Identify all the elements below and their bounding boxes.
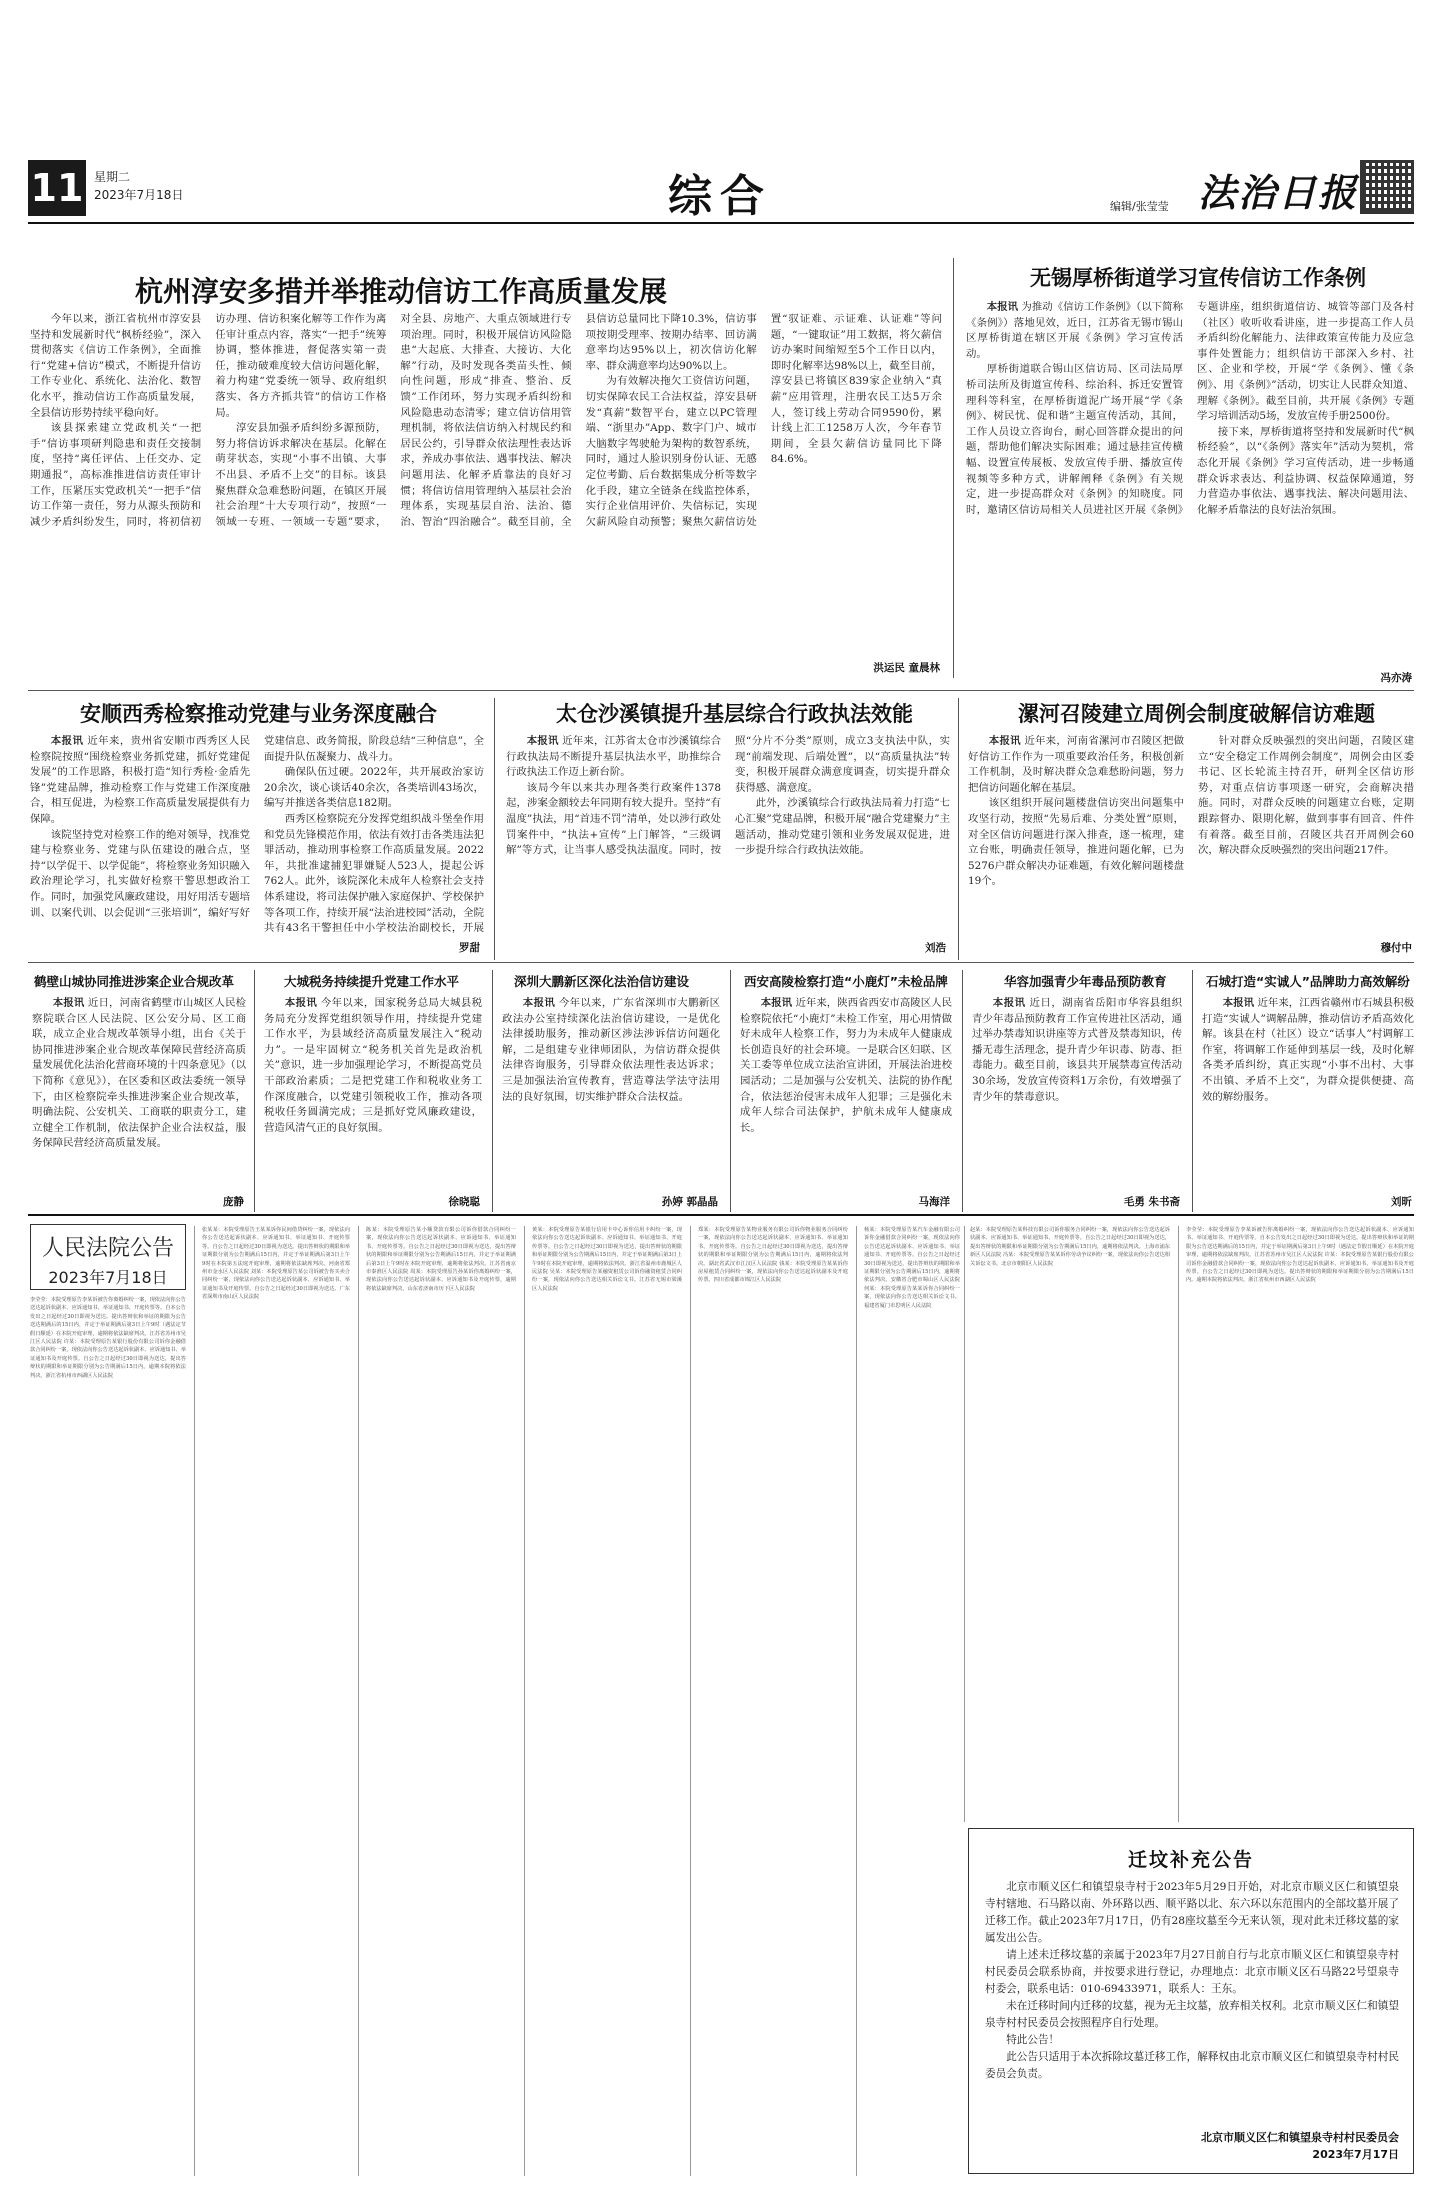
byline-luohe: 穆付中 [1380,942,1412,954]
court-notice-column: 黄某：本院受理原告某银行信用卡中心诉你信用卡纠纷一案，现依法向你公告送达起诉状副本、应诉通知书、举证通知书、开庭传票等。自公告之日起经过30日即视为送达，提出答辩状的期限和举证期限分别为公告期满后15日内，并定于举证期满后第3日上午9时在本院开庭审理，逾期将依法判决。浙江省温州市鹿城区人民法院 吴某：本院受理原告某融资租赁公司诉你融资租赁合同纠纷一案，现依法向你公告送达相关诉讼文书。江苏省无锡市梁溪区人民法院 [532,1227,682,1292]
column-divider [254,970,255,1212]
column-divider [524,1226,525,2176]
paragraph: 接下来，厚桥街道将坚持和发展新时代“枫桥经验”，以“《条例》落实年”活动为契机，常态化开展《条例》学习宣传活动，进一步畅通群众诉求表达、利益协调、权益保障通道，努力营造办事依法、遇事找法、解决问题用法、化解矛盾靠法的良好法治氛围。 [1197,425,1414,516]
column-divider [964,1226,965,1822]
byline-shenzhen: 孙婷 郭晶晶 [661,1196,718,1208]
paragraph: 该局今年以来共办理各类行政案件1378起，涉案金额较去年同期有较大提升。坚持“有温度”执法，用“首违不罚”清单，处以涉行政处罚案件中，“执法+宣传”上门解答，“三级调解”等方式，让当事人感受执法温度。同时，按照“分片不分类”原则，成立3支执法中队，实现“前端发现、后端处置”，以“高质量执法”转变，积极开展群众满意度调查，切实提升群众获得感、满意度。 [506,735,950,857]
row-divider [28,690,1414,691]
column-divider [953,258,954,678]
paragraph [32,996,246,1152]
paragraph [506,734,721,781]
headline-anshun: 安顺西秀检察推动党建与业务深度融合 [80,702,437,726]
paragraph [972,996,1182,1105]
editor-credit: 编辑/张莹莹 [1110,200,1169,213]
byline-wuxi: 冯亦涛 [1380,672,1412,684]
article-huarong-body [972,996,1182,1192]
paragraph-text: 近年来，陕西省西安市高陵区人民检察院依托“小鹿灯”未检工作室，用心用情做好未成年人检察工作，努力为未成年人健康成长创造良好的社会环境。一是联合区妇联、区关工委等单位成立法治宣讲团，开展法治进校园活动；二是加强与公安机关、法院的协作配合，依法惩治侵害未成年人犯罪；三是强化未成年人综合司法保护，护航未成年人健康成长。 [740,997,952,1134]
relocation-notice-title: 迁坟补充公告 [1127,1849,1254,1871]
relocation-notice-body [985,1879,1399,2083]
headline-taicang: 太仓沙溪镇提升基层综合行政执法效能 [556,702,913,726]
date: 2023年7月18日 [94,188,184,202]
paragraph: 特此公告！ [1006,2034,1060,2046]
paragraph: 淳安县加强矛盾纠纷多源预防，努力将信访诉求解决在基层。化解在萌芽状态，实现“小事不出镇、大事不出县、矛盾不上交”的目标。该县聚焦群众急难愁盼问题，在镇区开展社会治理“十大专项行动”，按照“一领域一专班、一领域一专题”要求，对全县、房地产、大重点领域进行专项治理。同时，积极开展信访风险隐患“大起底、大排查、大接访、大化解”行动，及时发现各类苗头性、倾向性问题，形成“排查、整治、反馈”工作闭环，努力实现矛盾纠纷和风险隐患动态清零；建立信访信用管理机制，将依法信访纳入村规民约和居民公约，引导群众依法理性表达诉求，养成办事依法、遇事找法、解决问题用法、化解矛盾靠法的良好习惯；将信访信用管理纳入基层社会治理体系，实现基层自治、法治、德治、智治“四治融合”。截至目前，全县信访总量同比下降10.3%，信访事项按期受理率、按期办结率、回访满意率均达95%以上，初次信访化解率、群众满意率均达90%以上。 [215,313,757,528]
paragraph [502,996,720,1105]
lead-tag: 本报讯 [992,997,1026,1009]
court-notice-column: 李莹莹：本院受理原告李某诉被告你离婚纠纷一案，现依法向你公告送达起诉状副本、应诉通知书、举证通知书、开庭传票等。自本公告发出之日起经过30日即视为送达。提出答辩状和举证的期限为公告送达期满后的15日内，并定于举证期满后第3日上午9时（遇法定节假日顺延）在本院开庭审理，逾期将依法缺席判决。江苏省苏州市吴江区人民法院 许某：本院受理原告某银行股份有限公司诉你金融借款合同纠纷一案，现依法向你公告送达起诉状副本、应诉通知书、举证通知书及开庭传票。自公告之日起经过30日即视为送达。提出答辩状的期限和举证期限分别为公告期满后15日内。逾期本院将依法判决。浙江省杭州市西湖区人民法院 [1186,1227,1414,1284]
column-divider [494,698,495,960]
paragraph: 今年以来，浙江省杭州市淳安县坚持和发展新时代“枫桥经验”，深入贯彻落实《信访工作条例》，全面推行“党建+信访”模式，不断提升信访工作专业化、系统化、法治化、数智化水平，推动信访工作高质量发展，全县信访形势持续平稳向好。 [30,313,202,419]
byline-hangzhou: 洪运民 童晨林 [873,662,940,674]
article-hangzhou-body [30,312,942,658]
paragraph: 确保队伍过硬。2022年，共开展政治家访20余次，谈心谈话40余次，各类培训43场次，编写并推送各类信息182期。 [264,766,484,810]
paragraph: 此外，沙溪镇综合行政执法局着力打造“七心汇聚”党建品牌，积极开展“融合党建聚力”主题活动，推动党建引领和业务发展双促进，进一步提升综合行政执法效能。 [735,797,950,857]
paragraph: 该区组织开展问题楼盘信访突出问题集中攻坚行动，按照“先易后难、分类处置”原则，对全区信访问题进行深入排查，逐一梳理，建立台账，明确责任领导，推进问题化解，已为5276户群众解决办证难题，有效化解问题楼盘19个。 [968,797,1184,888]
signature-org: 北京市顺义区仁和镇望泉寺村村民委员会 [1201,2131,1399,2144]
column-divider [1192,970,1193,1212]
column-divider [958,698,959,960]
court-notice-column: 郑某：本院受理原告某物业服务有限公司诉你物业服务合同纠纷一案，现依法向你公告送达起诉状副本、应诉通知书、举证通知书、开庭传票等。自公告之日起经过30日即视为送达，提出答辩状的期限和举证期限分别为公告期满后15日内，逾期将依法判决。湖北省武汉市江汉区人民法院 钱某：本院受理原告某某诉你房屋租赁合同纠纷一案，现依法向你公告送达起诉状副本及开庭传票。四川省成都市锦江区人民法院 [698,1227,848,1284]
court-notice-column: 赵某：本院受理原告某科技有限公司诉你服务合同纠纷一案，现依法向你公告送达起诉状副本、应诉通知书、举证通知书、开庭传票等。自公告之日起经过30日即视为送达，提出答辩状的期限和举证期限分别为公告期满后15日内，逾期将依法判决。上海市浦东新区人民法院 冯某：本院受理原告某某诉你劳动争议纠纷一案，现依法向你公告送达相关诉讼文书。北京市朝阳区人民法院 [970,1227,1170,1267]
paragraph: 未在迁移时间内迁移的坟墓，视为无主坟墓，放弃相关权利。北京市顺义区仁和镇望泉寺村村民委员会按照程序自行处理。 [985,2000,1399,2029]
article-taicang-body [506,734,950,938]
page-number: 11 [28,160,86,216]
paragraph [264,996,482,1136]
court-notice-title: 人民法院公告 [41,1236,174,1261]
lead-tag: 本报讯 [284,997,318,1009]
masthead [28,160,1414,222]
article-wuxi-body [966,300,1414,668]
column-divider [962,970,963,1212]
issue-date [94,168,183,204]
byline-shicheng: 刘昕 [1391,1196,1412,1208]
section-title: 综合 [668,171,772,222]
headline-hebi: 鹤壁山城协同推进涉案企业合规改革 [34,974,235,989]
paragraph [30,734,250,828]
column-divider [1178,1226,1179,1822]
court-notice-column: 杨某：本院受理原告某汽车金融有限公司诉你金融借款合同纠纷一案，现依法向你公告送达起诉状副本、应诉通知书、举证通知书、开庭传票等。自公告之日起经过30日即视为送达，提出答辩状的期限和举证期限分别为公告期满后15日内，逾期将依法判决。安徽省合肥市蜀山区人民法院 何某：本院受理原告某某诉你合同纠纷一案，现依法向你公告送达相关诉讼文书。福建省厦门市思明区人民法院 [864,1227,960,1309]
paragraph [968,734,1184,796]
lead-tag: 本报讯 [986,301,1019,313]
byline-dahan: 徐晓聪 [448,1196,480,1208]
headline-dahan: 大城税务持续提升党建工作水平 [284,974,460,989]
paragraph: 为有效解决拖欠工资信访问题，切实保障农民工合法权益，淳安县研发“真薪”数智平台，建立以PC管理端、“浙里办”App、数字门户、城市大脑数字驾驶舱为架构的数智系统，同时，通过人脸识别身份认证、无感定位考勤、后台数据集成分析等数字化手段，建立全链条在线监控体系，实行企业信用评价、失信标记，实现欠薪风险自动预警；聚焦欠薪信访处置“驭证难、示证难、认证难”等问题，“一键取证”用工数据，将欠薪信访办案时间缩短至5个工作日以内，即时化解率达98%以上，截至目前，淳安县已将镇区839家企业纳入“真薪”应用管理，注册农民工达5万余人，签订线上劳动合同9590份，累计线上汇工1258万人次，今年春节期间，全县欠薪信访量同比下降84.6%。 [585,313,942,528]
relocation-notice [968,1828,1414,2174]
article-xian-body [740,996,952,1192]
column-divider [194,1226,195,2176]
article-shicheng-body [1202,996,1414,1192]
paragraph: 该院坚持党对检察工作的绝对领导，找准党建与检察业务、党建与队伍建设的融合点，坚持“以学促干、以学促能”，将检察业务知识融入政治理论学习，扎实做好检察干警思想政治工作。同时，加强党风廉政建设，用好用活专题培训、以案代训、以会促训“三张培训”，编好写好党建信息、政务简报，阶段总结“三种信息”，全面提升队伍凝聚力、战斗力。 [30,735,484,919]
paragraph [966,300,1183,362]
lead-tag: 本报讯 [52,997,85,1009]
headline-luohe: 漯河召陵建立周例会制度破解信访难题 [1018,702,1375,726]
lead-tag: 本报讯 [1222,997,1255,1009]
paragraph-text: 为推动《信访工作条例》（以下简称《条例》）落地见效，近日，江苏省无锡市锡山区厚桥街道在辖区开展《条例》学习宣传活动。 [966,301,1183,360]
paragraph [740,996,952,1136]
court-notice-banner [30,1224,186,1290]
byline-hebi: 庞静 [223,1196,244,1208]
row-divider [28,962,1414,963]
column-divider [358,1226,359,2176]
headline-hangzhou: 杭州淳安多措并举推动信访工作高质量发展 [135,275,668,308]
court-notice-column: 李莹莹：本院受理原告李某诉被告你离婚纠纷一案，现依法向你公告送达起诉状副本、应诉通知书、举证通知书、开庭传票等。自本公告发出之日起经过30日即视为送达。提出答辩状和举证的期限为公告送达期满后的15日内，并定于举证期满后第3日上午9时（遇法定节假日顺延）在本院开庭审理，逾期将依法缺席判决。江苏省苏州市吴江区人民法院 许某：本院受理原告某银行股份有限公司诉你金融借款合同纠纷一案，现依法向你公告送达起诉状副本、应诉通知书、举证通知书及开庭传票。自公告之日起经过30日即视为送达。提出答辩状的期限和举证期限分别为公告期满后15日内。逾期本院将依法判决。浙江省杭州市西湖区人民法院 [30,1297,186,1379]
court-notice-column: 张某某：本院受理原告王某某诉你民间借贷纠纷一案，现依法向你公告送达起诉状副本、应诉通知书、举证通知书、开庭传票等。自公告之日起经过30日即视为送达。提出答辩状的期限和举证期限分别为公告期满后15日内，并定于举证期满后第3日上午9时在本院第五法庭开庭审理，逾期将依法缺席判决。河南省郑州市金水区人民法院 刘某：本院受理原告某公司诉被告你买卖合同纠纷一案，现依法向你公告送达起诉状副本、应诉通知书、举证通知书及开庭传票。自公告之日起经过30日即视为送达。广东省深圳市南山区人民法院 [202,1227,350,1301]
headline-wuxi: 无锡厚桥街道学习宣传信访工作条例 [1030,266,1366,290]
paragraph: 北京市顺义区仁和镇望泉寺村于2023年5月29日开始，对北京市顺义区仁和镇望泉寺村辖地、石马路以南、外环路以西、顺平路以北、东六环以东范围内的全部坟墓开展了迁移工作。截止2023年7月17日，仍有28座坟墓至今无来认领，现对此未迁移坟墓的家属发出公告。 [985,1881,1399,1944]
newspaper-logo: 法治日报 [1198,170,1359,215]
qr-code-icon [1360,160,1414,214]
column-divider [856,1226,857,2176]
article-dahan-body [264,996,482,1192]
paragraph: 该县探索建立党政机关“一把手”信访事项研判隐患和责任交接制度，坚持“离任评估、上任交办、定期通报”，高标准推进信访责任审计工作，压紧压实党政机关“一把手”信访工作第一责任，努力从源头预防和减少矛盾纠纷发生，同时，将初信初访办理、信访积案化解等工作作为离任审计重点内容，落实“一把手”统筹协调，整体推进，督促落实第一责任，推动破难度较大信访问题化解，着力构建“党委统一领导、政府组织落实、各方齐抓共管”的信访工作格局。 [30,313,387,528]
paragraph: 厚桥街道联合锡山区信访局、区司法局厚桥司法所及街道宣传科、综治科、拆迁安置管理科等科室，在厚桥街道泥广场开展“学《条例》、树民忧、促和谐”主题宣传活动，其间，工作人员设立咨询台，耐心回答群众提出的问题，帮助他们解决实际困难；通过悬挂宣传横幅、设置宣传展板、发放宣传手册、播放宣传视频等多种方式，讲解阐释《条例》有关规定，进一步提高群众对《条例》的知晓度。同时，邀请区信访局相关人员进社区开展《条例》专题讲座，组织街道信访、城管等部门及各村（社区）收听收看讲座，进一步提高工作人员矛盾纠纷化解能力、法律政策宣传能力及应急事件处置能力；组织信访干部深入乡村、社区、企业和学校，开展“学《条例》、懂《条例》、用《条例》”活动，切实让人民群众知道、理解《条例》。截至目前，共开展《条例》专题学习培训活动5场，发放宣传手册2500份。 [966,301,1414,516]
paragraph [1202,996,1414,1105]
headline-shicheng: 石城打造“实诚人”品牌助力高效解纷 [1206,974,1410,989]
lead-tag: 本报讯 [988,735,1021,747]
paragraph-text: 近日，河南省鹤壁市山城区人民检察院联合区人民法院、区公安分局、区工商联，成立企业合规改革领导小组，出台《关于协同推进涉案企业合规改革保障民营经济高质量发展优化法治化营商环境的十四条意见》（以下简称《意见》），在区委和区政法委统一领导下，由区检察院牵头推进涉案企业合规改革，明确法院、公安机关、工商联的职责分工，建立健全工作机制，依法保护企业合法权益，服务保障民营经济高质量发展。 [32,997,246,1150]
column-divider [730,970,731,1212]
signature-date: 2023年7月17日 [1312,2148,1399,2161]
weekday: 星期二 [94,170,131,184]
column-divider [492,970,493,1212]
court-notice-date: 2023年7月18日 [48,1268,168,1287]
paragraph-text: 近年来，江西省赣州市石城县积极打造“实诚人”调解品牌，推动信访矛盾高效化解。该县在村（社区）设立“话事人”村调解工作室，将调解工作延伸到基层一线，及时化解各类矛盾纠纷，真正实现“小事不出村、大事不出镇、矛盾不上交”，为群众提供便捷、高效的解纷服务。 [1202,997,1414,1103]
article-luohe-body [968,734,1414,938]
paragraph-text: 近年来，河南省漯河市召陵区把做好信访工作作为一项重要政治任务，积极创新工作机制，及时解决群众急难愁盼问题，努力把信访问题化解在基层。 [968,735,1184,794]
paragraph-text: 近年来，贵州省安顺市西秀区人民检察院按照“围绕检察业务抓党建，抓好党建促发展”的工作思路，积极打造“知行秀检·金盾先锋”党建品牌，推动检察工作与党建工作深度融合，相互促进，为检察工作高质量发展提供有力保障。 [30,735,250,825]
article-hebi-body [32,996,246,1192]
row-divider [28,1214,1414,1216]
masthead-rule [28,222,1414,224]
lead-tag: 本报讯 [760,997,793,1009]
byline-xian: 马海洋 [918,1196,950,1208]
paragraph: 此公告只适用于本次拆除坟墓迁移工作，解释权由北京市顺义区仁和镇望泉寺村村民委员会负责。 [985,2051,1399,2080]
lead-tag: 本报讯 [522,997,556,1009]
court-notice-column: 陈某：本院受理原告某小额贷款有限公司诉你借款合同纠纷一案，现依法向你公告送达起诉状副本、应诉通知书、举证通知书、开庭传票等。自公告之日起经过30日即视为送达，提出答辩状的期限和举证期限分别为公告期满后15日内，并定于举证期满后第3日上午9时在本院开庭审理，逾期将依法判决。江苏省南京市秦淮区人民法院 周某：本院受理原告孙某诉你离婚纠纷一案，现依法向你公告送达起诉状副本、应诉通知书及开庭传票，逾期将依法缺席判决。山东省济南市历下区人民法院 [366,1227,516,1292]
relocation-notice-signature [1201,2129,1399,2163]
headline-huarong: 华容加强青少年毒品预防教育 [1004,974,1167,989]
paragraph: 西秀区检察院充分发挥党组织战斗堡垒作用和党员先锋模范作用，依法有效打击各类违法犯罪活动，推动刑事检察工作高质量发展。2022年，共批准逮捕犯罪嫌疑人523人，提起公诉762人。此外，该院深化未成年人检察社会支持体系建设，将司法保护融入家庭保护、学校保护等各项工作，持续开展“法治进校园”活动，全院共有43名干警担任中小学校法治副校长，开展 [264,812,484,935]
lead-tag: 本报讯 [526,735,559,747]
paragraph-text: 近日，湖南省岳阳市华容县组织青少年毒品预防教育工作宣传进社区活动，通过举办禁毒知识讲座等方式普及禁毒知识，传播无毒生活理念，提升青少年识毒、防毒、拒毒能力。截至目前，该县共开展禁毒宣传活动30余场，发放宣传资料1万余份，有效增强了青少年的禁毒意识。 [972,997,1182,1103]
paragraph-text: 今年以来，广东省深圳市大鹏新区政法办公室持续深化法治信访建设，一是优化法律援助服务，推动新区涉法涉诉信访问题化解，二是组建专业律师团队，为信访群众提供法律咨询服务，引导群众依法理性表达诉求；三是加强法治宣传教育，营造尊法学法守法用法的良好氛围，切实维护群众合法权益。 [502,997,720,1103]
paragraph: 请上述未迁移坟墓的亲属于2023年7月27日前自行与北京市顺义区仁和镇望泉寺村村民委员会联系协商，并按要求进行登记，办理地点：北京市顺义区石马路22号望泉寺村委会，联系电话：010-69433971，联系人：王东。 [985,1949,1399,1995]
paragraph: 针对群众反映强烈的突出问题，召陵区建立“安全稳定工作周例会制度”，周例会由区委书记、区长轮流主持召开，研判全区信访形势，对重点信访事项逐一研究，会商解决措施。同时，对群众反映的问题建立台账，定期跟踪督办、限期化解，做到事事有回音、件件有着落。截至目前，召陵区共召开周例会60次，解决群众反映强烈的突出问题217件。 [1198,735,1414,857]
article-anshun-body [30,734,484,938]
paragraph-text: 今年以来，国家税务总局大城县税务局充分发挥党组织领导作用，持续提升党建工作水平，为县域经济高质量发展注入“税动力”。一是牢固树立“税务机关首先是政治机关”意识，进一步加强理论学习，不断提高党员干部政治素质；二是把党建工作和税收业务工作深度融合，以党建引领税收工作，推动各项税收任务圆满完成；三是抓好党风廉政建设，营造风清气正的良好氛围。 [264,997,482,1134]
column-divider [690,1226,691,2176]
paragraph-text: 近年来，江苏省太仓市沙溪镇综合行政执法局不断提升基层执法水平，助推综合行政执法工作迈上新台阶。 [506,735,722,779]
headline-shenzhen: 深圳大鹏新区深化法治信访建设 [514,974,690,989]
byline-huarong: 毛勇 朱书斋 [1123,1196,1180,1208]
byline-anshun: 罗甜 [459,942,480,954]
byline-taicang: 刘浩 [925,942,946,954]
article-shenzhen-body [502,996,720,1192]
headline-xian: 西安高陵检察打造“小鹿灯”未检品牌 [744,974,948,989]
lead-tag: 本报讯 [50,735,84,747]
